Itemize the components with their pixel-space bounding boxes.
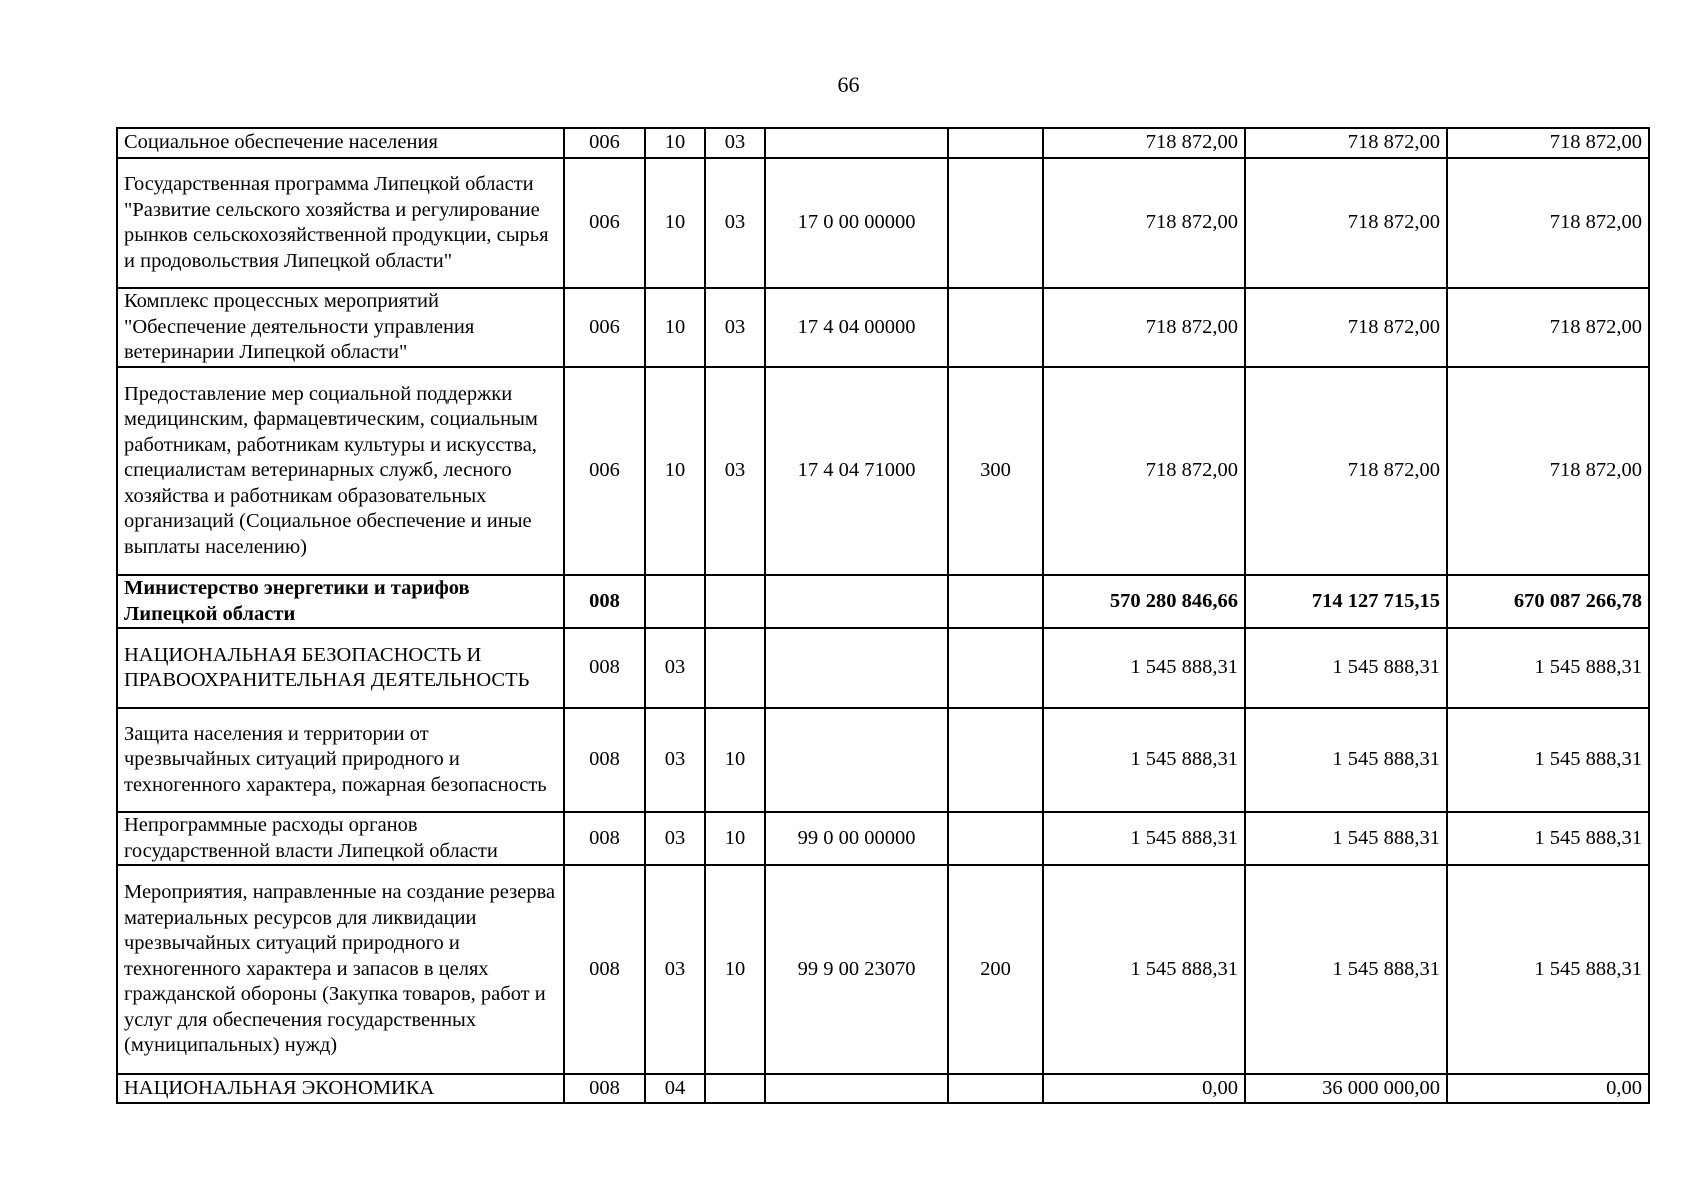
sum-year-2: 1 545 888,31 <box>1245 628 1447 708</box>
ved-code: 008 <box>564 628 645 708</box>
row-name: Мероприятия, направленные на создание резерва материальных ресурсов для ликвидации чрезвычайных ситуаций природного и техногенного характера и запасов в целях гражданской обороны (Закупка товаров, работ и услуг для обеспечения государственных (муниципальных) нужд) <box>117 865 564 1074</box>
ved-code: 008 <box>564 1074 645 1103</box>
sum-year-3: 670 087 266,78 <box>1447 575 1649 628</box>
vr-code <box>948 128 1043 158</box>
table-row <box>117 708 1649 812</box>
table-row <box>117 865 1649 1074</box>
csr-code: 99 0 00 00000 <box>765 812 948 865</box>
sum-year-2: 1 545 888,31 <box>1245 865 1447 1074</box>
table-row <box>117 812 1649 865</box>
vr-code: 200 <box>948 865 1043 1074</box>
pr-code: 10 <box>705 865 765 1074</box>
rz-code: 03 <box>645 708 705 812</box>
sum-year-1: 1 545 888,31 <box>1043 812 1245 865</box>
table-row <box>117 575 1649 628</box>
sum-year-3: 1 545 888,31 <box>1447 708 1649 812</box>
pr-code: 10 <box>705 708 765 812</box>
table-row <box>117 1074 1649 1103</box>
sum-year-3: 1 545 888,31 <box>1447 812 1649 865</box>
rz-code <box>645 575 705 628</box>
sum-year-3: 718 872,00 <box>1447 288 1649 367</box>
sum-year-3: 718 872,00 <box>1447 128 1649 158</box>
sum-year-1: 718 872,00 <box>1043 367 1245 575</box>
sum-year-2: 718 872,00 <box>1245 288 1447 367</box>
page-number: 66 <box>837 72 860 97</box>
vr-code <box>948 708 1043 812</box>
sum-year-1: 570 280 846,66 <box>1043 575 1245 628</box>
vr-code <box>948 575 1043 628</box>
sum-year-3: 718 872,00 <box>1447 367 1649 575</box>
rz-code: 10 <box>645 128 705 158</box>
sum-year-2: 36 000 000,00 <box>1245 1074 1447 1103</box>
vr-code <box>948 1074 1043 1103</box>
rz-code: 03 <box>645 865 705 1074</box>
rz-code: 04 <box>645 1074 705 1103</box>
row-name: НАЦИОНАЛЬНАЯ БЕЗОПАСНОСТЬ И ПРАВООХРАНИТЕЛЬНАЯ ДЕЯТЕЛЬНОСТЬ <box>117 628 564 708</box>
rz-code: 10 <box>645 288 705 367</box>
rz-code: 03 <box>645 628 705 708</box>
table-row <box>117 158 1649 288</box>
pr-code: 03 <box>705 367 765 575</box>
csr-code: 17 0 00 00000 <box>765 158 948 288</box>
csr-code: 99 9 00 23070 <box>765 865 948 1074</box>
csr-code: 17 4 04 71000 <box>765 367 948 575</box>
sum-year-1: 1 545 888,31 <box>1043 628 1245 708</box>
pr-code: 10 <box>705 812 765 865</box>
sum-year-1: 718 872,00 <box>1043 288 1245 367</box>
csr-code <box>765 628 948 708</box>
csr-code <box>765 128 948 158</box>
sum-year-3: 718 872,00 <box>1447 158 1649 288</box>
sum-year-1: 0,00 <box>1043 1074 1245 1103</box>
sum-year-2: 714 127 715,15 <box>1245 575 1447 628</box>
sum-year-1: 1 545 888,31 <box>1043 865 1245 1074</box>
sum-year-2: 1 545 888,31 <box>1245 812 1447 865</box>
pr-code: 03 <box>705 128 765 158</box>
ved-code: 008 <box>564 575 645 628</box>
pr-code: 03 <box>705 158 765 288</box>
vr-code <box>948 288 1043 367</box>
sum-year-3: 0,00 <box>1447 1074 1649 1103</box>
csr-code <box>765 708 948 812</box>
row-name: Непрограммные расходы органов государственной власти Липецкой области <box>117 812 564 865</box>
ved-code: 008 <box>564 812 645 865</box>
ved-code: 006 <box>564 367 645 575</box>
sum-year-3: 1 545 888,31 <box>1447 628 1649 708</box>
vr-code <box>948 812 1043 865</box>
row-name: Министерство энергетики и тарифов Липецкой области <box>117 575 564 628</box>
pr-code <box>705 575 765 628</box>
pr-code <box>705 1074 765 1103</box>
row-name: Защита населения и территории от чрезвычайных ситуаций природного и техногенного характера, пожарная безопасность <box>117 708 564 812</box>
pr-code: 03 <box>705 288 765 367</box>
row-name: Социальное обеспечение населения <box>117 128 564 158</box>
ved-code: 008 <box>564 708 645 812</box>
vr-code <box>948 158 1043 288</box>
table-row <box>117 288 1649 367</box>
sum-year-1: 718 872,00 <box>1043 128 1245 158</box>
row-name: Государственная программа Липецкой области "Развитие сельского хозяйства и регулирование рынков сельскохозяйственной продукции, сырья и продовольствия Липецкой области" <box>117 158 564 288</box>
csr-code: 17 4 04 00000 <box>765 288 948 367</box>
ved-code: 006 <box>564 288 645 367</box>
budget-table <box>116 127 1650 1104</box>
table-row <box>117 128 1649 158</box>
ved-code: 006 <box>564 158 645 288</box>
table-row <box>117 367 1649 575</box>
ved-code: 006 <box>564 128 645 158</box>
vr-code: 300 <box>948 367 1043 575</box>
row-name: НАЦИОНАЛЬНАЯ ЭКОНОМИКА <box>117 1074 564 1103</box>
row-name: Комплекс процессных мероприятий "Обеспечение деятельности управления ветеринарии Липецкой области" <box>117 288 564 367</box>
table-row <box>117 628 1649 708</box>
sum-year-2: 1 545 888,31 <box>1245 708 1447 812</box>
sum-year-2: 718 872,00 <box>1245 367 1447 575</box>
rz-code: 10 <box>645 367 705 575</box>
csr-code <box>765 1074 948 1103</box>
rz-code: 10 <box>645 158 705 288</box>
csr-code <box>765 575 948 628</box>
vr-code <box>948 628 1043 708</box>
row-name: Предоставление мер социальной поддержки медицинским, фармацевтическим, социальным работникам, работникам культуры и искусства, специалистам ветеринарных служб, лесного хозяйства и работникам образовательных организаций (Социальное обеспечение и иные выплаты населению) <box>117 367 564 575</box>
rz-code: 03 <box>645 812 705 865</box>
sum-year-3: 1 545 888,31 <box>1447 865 1649 1074</box>
sum-year-1: 1 545 888,31 <box>1043 708 1245 812</box>
sum-year-2: 718 872,00 <box>1245 158 1447 288</box>
ved-code: 008 <box>564 865 645 1074</box>
pr-code <box>705 628 765 708</box>
sum-year-1: 718 872,00 <box>1043 158 1245 288</box>
sum-year-2: 718 872,00 <box>1245 128 1447 158</box>
